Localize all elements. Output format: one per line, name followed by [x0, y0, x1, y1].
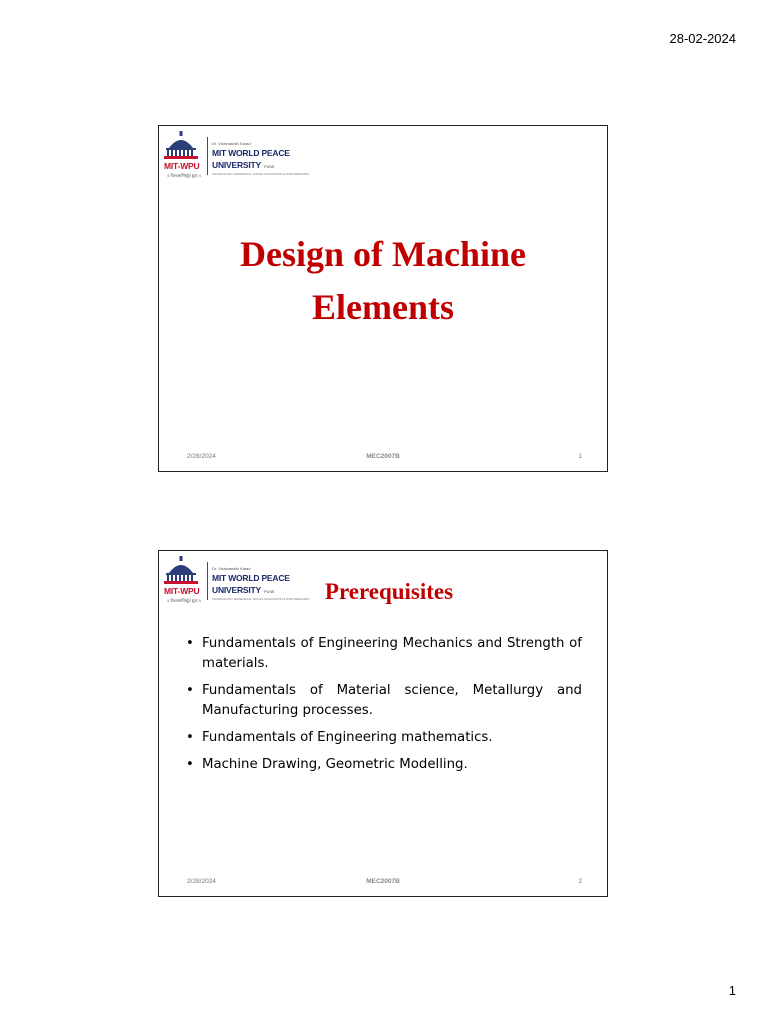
list-item: • Fundamentals of Material science, Metallurgy and Manufacturing processes.: [186, 681, 582, 721]
dome-building-icon: [164, 131, 198, 159]
slide-title: [159, 228, 607, 334]
logo-university-word: UNIVERSITY: [212, 160, 262, 170]
logo-tagline: ॥ विश्वशान्तिर्ध्रुवं ध्रुवा ॥: [167, 598, 202, 603]
slide-2: [158, 550, 608, 897]
prerequisites-list: [186, 634, 582, 782]
logo-city: PUNE: [264, 164, 275, 169]
page-header-date: 28-02-2024: [669, 31, 736, 46]
logo-university-line2: [212, 160, 274, 170]
slide-footer-course-code: MEC2007B: [366, 878, 400, 885]
logo-tagline: ॥ विश्वशान्तिर्ध्रुवं ध्रुवा ॥: [167, 173, 202, 178]
logo-brand-text: MIT-WPU: [164, 161, 200, 171]
logo-university-word: UNIVERSITY: [212, 585, 262, 595]
slide-footer: [159, 878, 607, 890]
slide-title-line2: Elements: [312, 287, 454, 327]
list-item: • Machine Drawing, Geometric Modelling.: [186, 755, 582, 775]
logo-subtitle: TECHNOLOGY, RESEARCH, SOCIAL INNOVATION & PARTNERSHIPS: [212, 172, 310, 176]
logo-founder-text: Dr. Vishwanath Karad: [212, 141, 251, 146]
slide-footer-number: 1: [578, 453, 582, 460]
logo-subtitle: TECHNOLOGY, RESEARCH, SOCIAL INNOVATION & PARTNERSHIPS: [212, 597, 310, 601]
slide-footer-date: 2/28/2024: [187, 878, 216, 885]
slide-footer-date: 2/28/2024: [187, 453, 216, 460]
university-logo: [164, 131, 310, 181]
slide-title-line1: Design of Machine: [240, 234, 526, 274]
logo-university-line1: MIT WORLD PEACE: [212, 148, 290, 158]
slide-heading: Prerequisites: [324, 579, 454, 604]
logo-brand-text: MIT-WPU: [164, 586, 200, 596]
slide-1: [158, 125, 608, 472]
list-item: • Fundamentals of Engineering mathematics.: [186, 728, 582, 748]
page-number: 1: [728, 983, 736, 998]
logo-university-line1: MIT WORLD PEACE: [212, 573, 290, 583]
logo-divider: [207, 137, 208, 175]
slide-footer-course-code: MEC2007B: [366, 453, 400, 460]
slide-footer: [159, 453, 607, 465]
list-item: • Fundamentals of Engineering Mechanics and Strength of materials.: [186, 634, 582, 674]
logo-city: PUNE: [264, 589, 275, 594]
slide-footer-number: 2: [578, 878, 582, 885]
logo-founder-text: Dr. Vishwanath Karad: [212, 566, 251, 571]
